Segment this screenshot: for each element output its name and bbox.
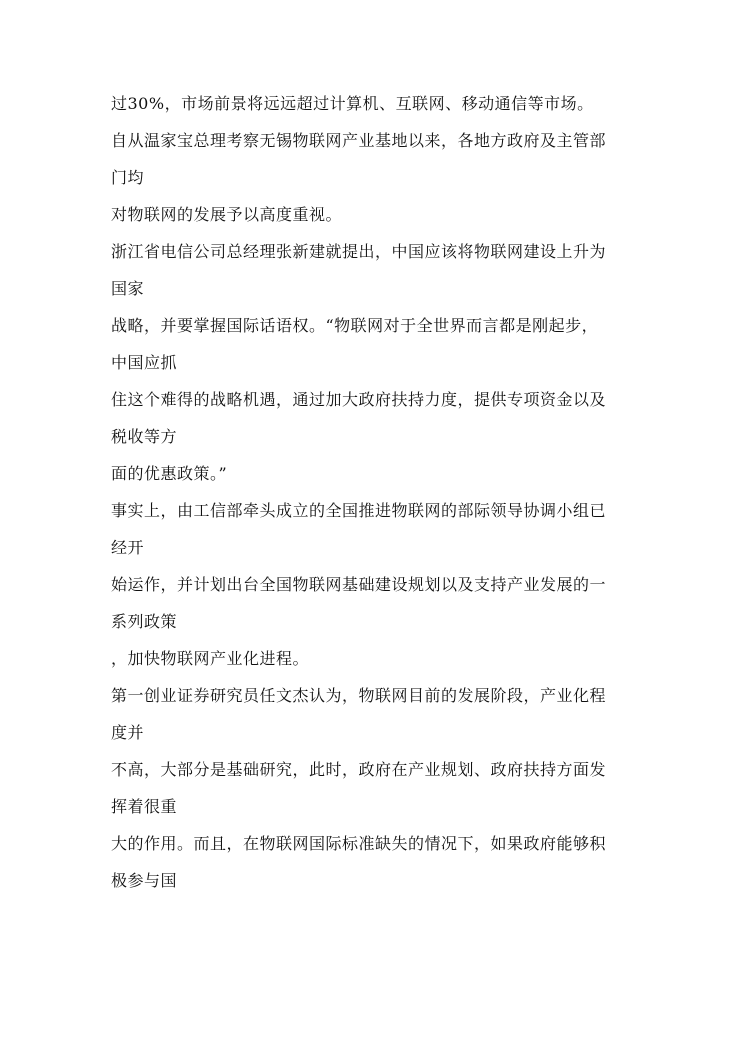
text-line: 税收等方 xyxy=(111,427,178,446)
text-line: 始运作，并计划出台全国物联网基础建设规划以及支持产业发展的一 xyxy=(111,575,607,594)
text-line: 系列政策 xyxy=(111,612,178,631)
text-line: 度并 xyxy=(111,723,145,742)
text-line: 过30%，市场前景将远远超过计算机、互联网、移动通信等市场。 xyxy=(111,94,594,113)
document-body xyxy=(111,92,671,906)
text-line: 战略，并要掌握国际话语权。“物联网对于全世界而言都是刚起步， xyxy=(111,316,599,335)
text-line: 国家 xyxy=(111,279,145,298)
text-line: ，加快物联网产业化进程。 xyxy=(111,649,310,668)
text-line: 门均 xyxy=(111,168,145,187)
text-line: 经开 xyxy=(111,538,145,557)
text-line: 自从温家宝总理考察无锡物联网产业基地以来，各地方政府及主管部 xyxy=(111,131,607,150)
text-line: 对物联网的发展予以高度重视。 xyxy=(111,205,343,224)
text-line: 极参与国 xyxy=(111,871,178,890)
text-line: 不高，大部分是基础研究，此时，政府在产业规划、政府扶持方面发 xyxy=(111,760,607,779)
text-line: 面的优惠政策。” xyxy=(111,464,228,483)
text-line: 住这个难得的战略机遇，通过加大政府扶持力度，提供专项资金以及 xyxy=(111,390,607,409)
text-line: 事实上，由工信部牵头成立的全国推进物联网的部际领导协调小组已 xyxy=(111,501,607,520)
text-line: 浙江省电信公司总经理张新建就提出，中国应该将物联网建设上升为 xyxy=(111,242,607,261)
text-line: 中国应抓 xyxy=(111,353,178,372)
text-line: 第一创业证券研究员任文杰认为，物联网目前的发展阶段，产业化程 xyxy=(111,686,607,705)
text-line: 挥着很重 xyxy=(111,797,178,816)
text-line: 大的作用。而且，在物联网国际标准缺失的情况下，如果政府能够积 xyxy=(111,834,607,853)
